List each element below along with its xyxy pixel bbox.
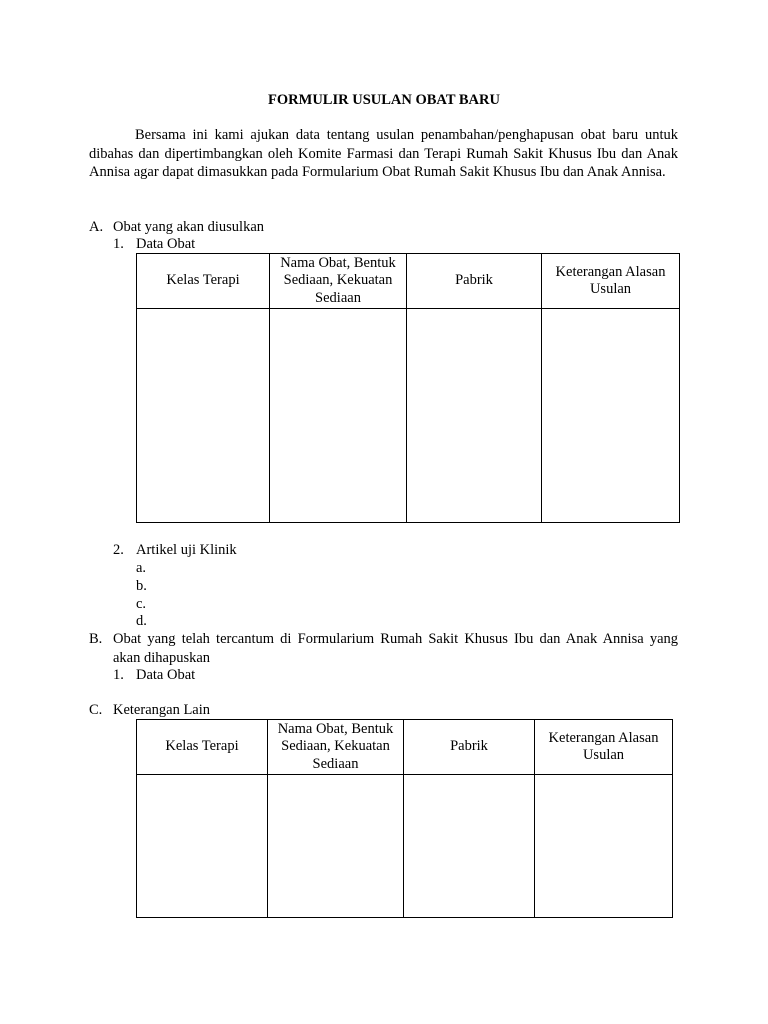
header-kelas-terapi: Kelas Terapi (137, 720, 268, 775)
table-cell[interactable] (542, 309, 680, 523)
section-a-item1-marker: 1. (113, 236, 124, 252)
data-obat-table-a (136, 253, 680, 523)
header-pabrik: Pabrik (404, 720, 535, 775)
section-b-heading-line2: akan dihapuskan (113, 650, 211, 666)
sub-item-c: c. (136, 596, 147, 612)
section-b-marker: B. (89, 631, 103, 647)
header-pabrik: Pabrik (407, 254, 542, 309)
header-keterangan: Keterangan Alasan Usulan (535, 720, 673, 775)
table-cell[interactable] (407, 309, 542, 523)
table-cell[interactable] (270, 309, 407, 523)
table-cell[interactable] (404, 775, 535, 918)
section-b-item1-label: Data Obat (136, 667, 196, 683)
section-a-item2-marker: 2. (113, 542, 124, 558)
table-cell[interactable] (535, 775, 673, 918)
table-cell[interactable] (137, 775, 268, 918)
table-row (137, 775, 673, 918)
page-title: FORMULIR USULAN OBAT BARU (268, 92, 500, 108)
section-c-marker: C. (89, 702, 103, 718)
sub-item-a: a. (136, 560, 147, 576)
table-cell[interactable] (137, 309, 270, 523)
header-keterangan: Keterangan Alasan Usulan (542, 254, 680, 309)
header-nama-obat: Nama Obat, Bentuk Sediaan, Kekuatan Sediaan (268, 720, 404, 775)
table-header-row (137, 254, 680, 309)
intro-text: Bersama ini kami ajukan data tentang usulan penambahan/penghapusan obat baru untuk dibahas dan dipertimbangkan oleh Komite Farmasi dan Terapi Rumah Sakit Khusus Ibu dan Anak Annisa agar dapat dimasukkan pada Formularium Obat Rumah Sakit Khusus Ibu dan Anak Annisa. (89, 127, 678, 180)
section-b-item1-marker: 1. (113, 667, 124, 683)
section-b-heading-line1: Obat yang telah tercantum di Formularium Rumah Sakit Khusus Ibu dan Anak Annisa yang (113, 631, 678, 647)
header-nama-obat: Nama Obat, Bentuk Sediaan, Kekuatan Sediaan (270, 254, 407, 309)
data-obat-table-c (136, 719, 673, 918)
section-a-heading: Obat yang akan diusulkan (113, 219, 265, 235)
table-header-row (137, 720, 673, 775)
sub-item-d: d. (136, 613, 147, 629)
table-row (137, 309, 680, 523)
table-cell[interactable] (268, 775, 404, 918)
section-a-marker: A. (89, 219, 104, 235)
section-c-heading: Keterangan Lain (113, 702, 211, 718)
section-a-item2-label: Artikel uji Klinik (136, 542, 237, 558)
sub-item-b: b. (136, 578, 147, 594)
intro-paragraph (89, 126, 678, 182)
header-kelas-terapi: Kelas Terapi (137, 254, 270, 309)
section-a-item1-label: Data Obat (136, 236, 196, 252)
